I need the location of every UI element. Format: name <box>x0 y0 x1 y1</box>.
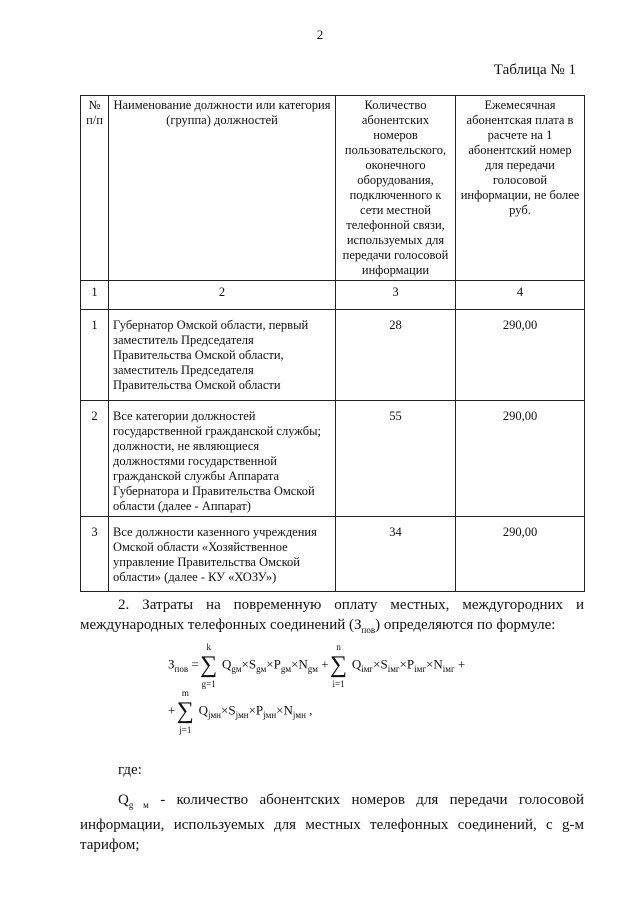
index-cell: 2 <box>109 281 336 310</box>
row-fee: 290,00 <box>456 517 585 592</box>
row-count: 55 <box>336 401 456 517</box>
row-name: Все категории должностей государственной гражданской службы; должности, не являющиеся должностями государственной гражданской службы Аппарата Губернатора и Правительства Омской области (далее - Аппарат) <box>109 401 336 517</box>
index-cell: 4 <box>456 281 585 310</box>
row-num: 3 <box>81 517 109 592</box>
table-row <box>81 310 585 401</box>
row-name: Все должности казенного учреждения Омской области «Хозяйственное управление Правительства Омской области» (далее - КУ «ХОЗУ») <box>109 517 336 592</box>
definition-sub: g м <box>128 800 149 810</box>
table-row <box>81 401 585 517</box>
formula-lhs-sub: пов <box>174 664 189 675</box>
sum-symbol: ∑ m j=1 <box>175 698 195 725</box>
definition-symbol: Q <box>118 792 129 808</box>
header-count: Количество абонентских номеров пользовательского, оконечного оборудования, подключенного к сети местной телефонной связи, используемых для передачи голосовой информации <box>336 96 456 281</box>
header-position: Наименование должности или категория (группа) должностей <box>109 96 336 281</box>
sum-lower: j=1 <box>179 725 192 735</box>
formula-line-1: $З_{пов}$ =∑ k g=1 $Q_{gм}\times S_{gм}\times P_{gм}\times N_{gм}$ +∑ n i=1 $Q_{iмг}\times S_{iмг}\times P_{iмг}\times N_{iмг}$ + <box>168 642 466 689</box>
row-fee: 290,00 <box>456 310 585 401</box>
sum-symbol: ∑ n i=1 <box>329 652 349 679</box>
row-count: 28 <box>336 310 456 401</box>
header-num: № п/п <box>81 96 109 281</box>
page-number: 2 <box>316 27 324 42</box>
sum-symbol: ∑ k g=1 <box>199 652 219 679</box>
header-fee: Ежемесячная абонентская плата в расчете на 1 абонентский номер для передачи голосовой информации, не более руб. <box>456 96 585 281</box>
sum-upper: n <box>336 642 341 652</box>
sum-upper: k <box>206 642 211 652</box>
index-cell: 1 <box>81 281 109 310</box>
formula-lhs: З <box>168 656 175 672</box>
table-row <box>81 517 585 592</box>
paragraph-2-text: 2. Затраты на повременную оплату местных, междугородних и международных телефонных соединений (З <box>80 597 584 633</box>
row-fee: 290,00 <box>456 401 585 517</box>
sum-lower: i=1 <box>332 679 345 689</box>
definition-text: - количество абонентских номеров для передачи голосовой информации, используемых для местных телефонных соединений, с g-м тарифом; <box>80 792 584 853</box>
row-name: Губернатор Омской области, первый заместитель Председателя Правительства Омской области, заместитель Председателя Правительства Омской области <box>109 310 336 401</box>
paragraph-2-sub: пов <box>361 625 376 635</box>
row-num: 1 <box>81 310 109 401</box>
sum-lower: g=1 <box>201 679 216 689</box>
formula-line-2: +∑ m j=1 $Q_{jмн}\times S_{jмн}\times P_{jмн}\times N_{jмн}$ , <box>168 688 313 735</box>
table-caption: Таблица № 1 <box>493 62 576 78</box>
index-cell: 3 <box>336 281 456 310</box>
paragraph-2-end: ) определяются по формуле: <box>375 617 556 633</box>
definition-q <box>80 790 584 855</box>
paragraph-2 <box>80 595 584 640</box>
sum-upper: m <box>181 688 189 698</box>
where-label: где: <box>118 762 142 778</box>
phone-cost-table <box>80 95 585 592</box>
row-count: 34 <box>336 517 456 592</box>
row-num: 2 <box>81 401 109 517</box>
